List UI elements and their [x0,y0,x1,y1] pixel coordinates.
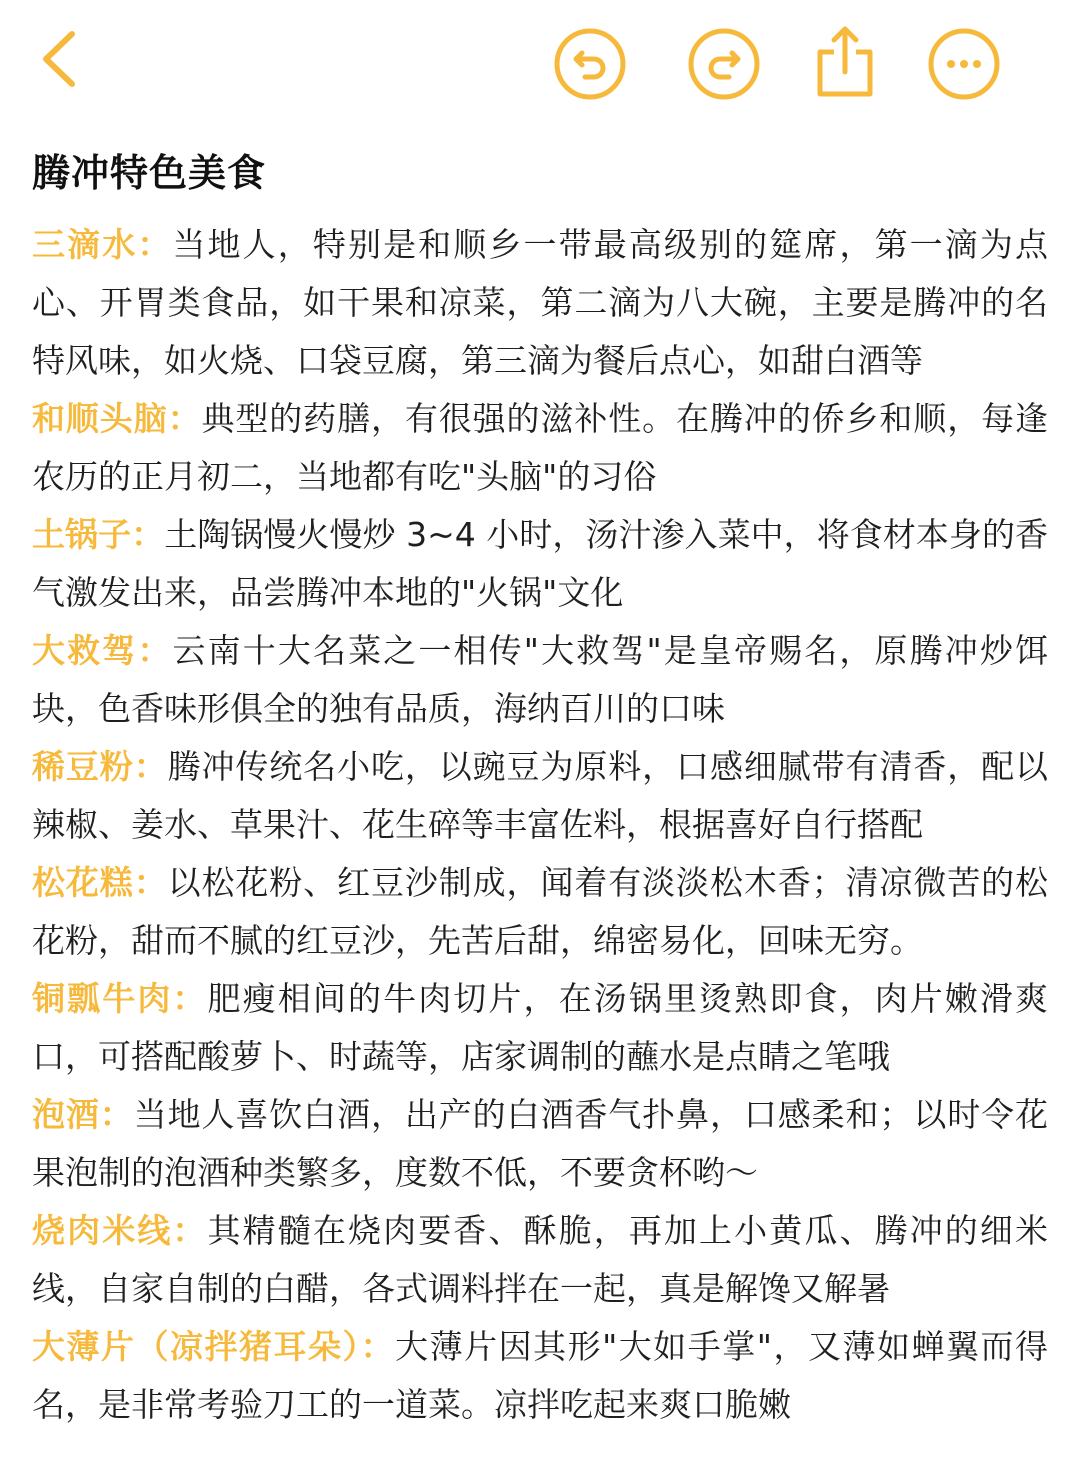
food-description: 土陶锅慢火慢炒 3~4 小时，汤汁渗入菜中，将食材本身的香气激发出来，品尝腾冲本地的"火锅"文化 [32,515,1049,612]
food-section [32,506,1048,622]
undo-button[interactable] [552,26,628,102]
food-section [32,854,1048,970]
chevron-left-icon [28,24,98,94]
note-content [32,142,1048,1434]
food-section [32,390,1048,506]
food-term: 泡酒： [32,1095,134,1134]
more-button[interactable] [926,26,1002,102]
food-description: 云南十大名菜之一相传"大救驾"是皇帝赐名，原腾冲炒饵块，色香味形俱全的独有品质，海纳百川的口味 [32,631,1049,728]
food-term: 烧肉米线： [32,1211,208,1250]
food-section [32,738,1048,854]
food-section [32,216,1048,390]
food-section [32,1202,1048,1318]
note-title: 腾冲特色美食 [32,151,267,195]
food-section [32,1318,1048,1434]
share-button[interactable] [808,20,882,100]
back-button[interactable] [28,24,98,94]
food-description: 典型的药膳，有很强的滋补性。在腾冲的侨乡和顺，每逢农历的正月初二，当地都有吃"头脑"的习俗 [32,399,1049,496]
share-icon [808,20,882,100]
food-description: 其精髓在烧肉要香、酥脆，再加上小黄瓜、腾冲的细米线，自家自制的白醋，各式调料拌在一起，真是解馋又解暑 [32,1211,1049,1308]
food-description: 腾冲传统名小吃，以豌豆为原料，口感细腻带有清香，配以辣椒、姜水、草果汁、花生碎等丰富佐料，根据喜好自行搭配 [32,747,1049,844]
food-section [32,970,1048,1086]
food-term: 稀豆粉： [32,747,168,786]
food-term: 三滴水： [32,225,173,264]
redo-button[interactable] [686,26,762,102]
food-term: 大救驾： [32,631,173,670]
food-description: 肥瘦相间的牛肉切片，在汤锅里烫熟即食，肉片嫩滑爽口，可搭配酸萝卜、时蔬等，店家调制的蘸水是点睛之笔哦 [32,979,1049,1076]
food-description: 当地人喜饮白酒，出产的白酒香气扑鼻，口感柔和；以时令花果泡制的泡酒种类繁多，度数不低，不要贪杯哟～ [32,1095,1049,1192]
food-term: 和顺头脑： [32,399,202,438]
food-term: 松花糕： [32,863,168,902]
undo-icon [552,26,628,102]
food-description: 以松花粉、红豆沙制成，闻着有淡淡松木香；清凉微苦的松花粉，甜而不腻的红豆沙，先苦后甜，绵密易化，回味无穷。 [32,863,1049,960]
food-description: 当地人，特别是和顺乡一带最高级别的筵席，第一滴为点心、开胃类食品，如干果和凉菜，第二滴为八大碗，主要是腾冲的名特风味，如火烧、口袋豆腐，第三滴为餐后点心，如甜白酒等 [32,225,1049,380]
food-section [32,1086,1048,1202]
food-term: 铜瓢牛肉： [32,979,208,1018]
food-term: 土锅子： [32,515,165,554]
food-description: 大薄片因其形"大如手掌"，又薄如蝉翼而得名，是非常考验刀工的一道菜。凉拌吃起来爽口脆嫩 [32,1327,1049,1424]
redo-icon [686,26,762,102]
more-icon [926,26,1002,102]
food-term: 大薄片（凉拌猪耳朵）： [32,1327,396,1366]
food-section [32,622,1048,738]
top-toolbar [0,0,1080,130]
